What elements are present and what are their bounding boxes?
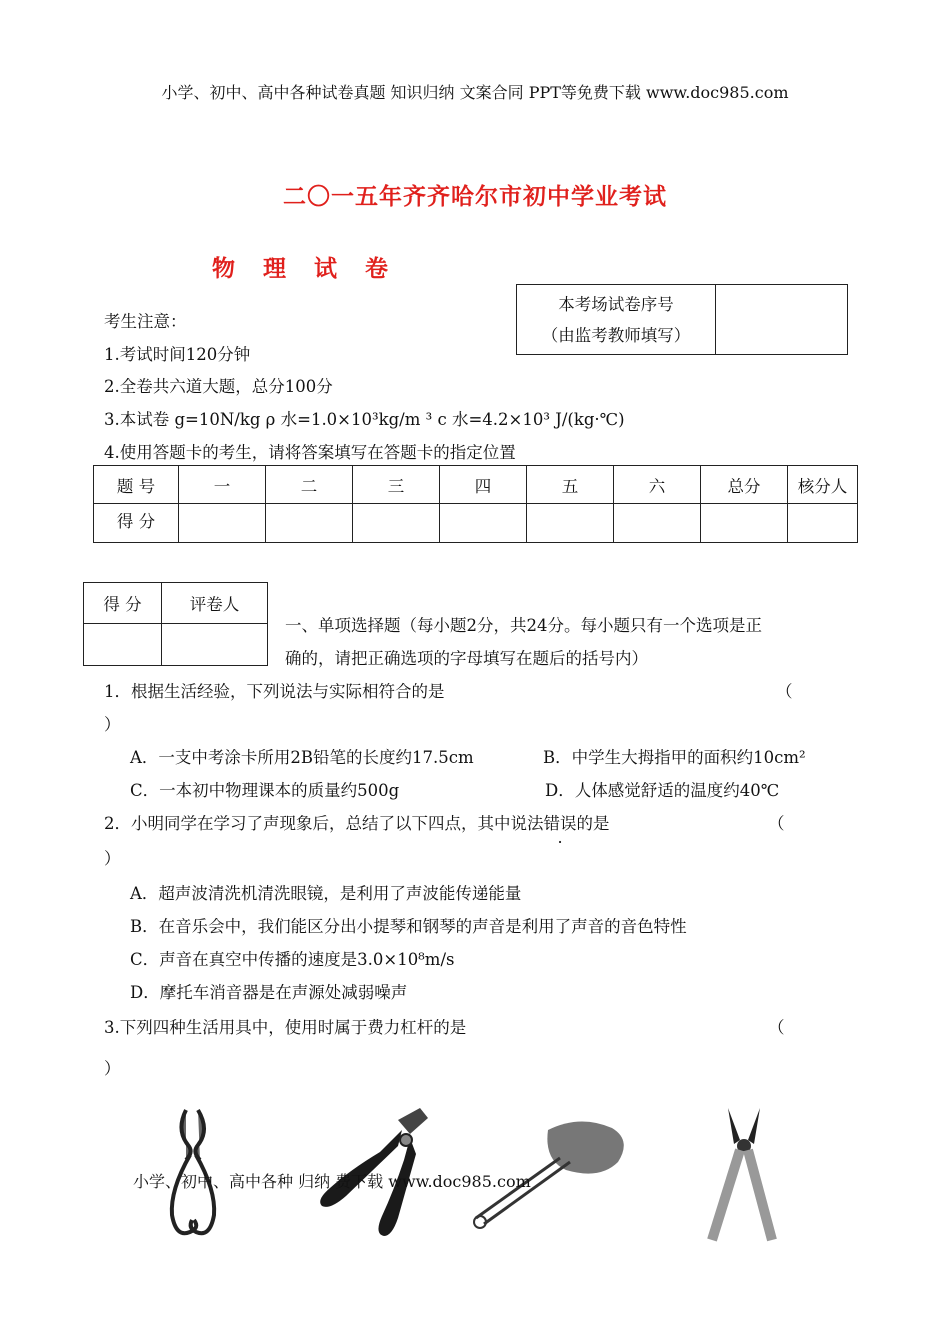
grader-name-cell[interactable] [162, 624, 268, 666]
exam-title: 二〇一五年齐齐哈尔市初中学业考试 [283, 183, 667, 210]
option-a: A．超声波清洗机清洗眼镜，是利用了声波能传递能量 [130, 884, 522, 903]
score-cell[interactable] [614, 504, 701, 543]
grader-score-label: 得 分 [84, 583, 162, 624]
question-1-stem: 1．根据生活经验，下列说法与实际相符合的是 [104, 682, 445, 701]
serial-input-cell[interactable] [716, 285, 848, 355]
option-b: B．中学生大拇指甲的面积约10cm² [543, 748, 806, 767]
grader-score-cell[interactable] [84, 624, 162, 666]
score-header-cell: 一 [179, 466, 266, 504]
score-cell[interactable] [353, 504, 440, 543]
score-row-label: 得 分 [94, 504, 179, 543]
question-2-stem-post: 的是 [576, 814, 610, 833]
option-d: D．摩托车消音器是在声源处减弱噪声 [130, 983, 408, 1002]
score-header-cell: 总分 [701, 466, 788, 504]
grader-table [83, 582, 268, 666]
page-header: 小学、初中、高中各种试卷真题 知识归纳 文案合同 PPT等免费下载 www.doc985.com [161, 83, 789, 102]
section1-title-cont: 确的，请把正确选项的字母填写在题后的括号内） [285, 649, 648, 668]
serial-label-line2: （由监考教师填写） [541, 325, 691, 345]
option-c: C．声音在真空中传播的速度是3.0×10⁸m/s [130, 950, 455, 969]
notice-item: 4.使用答题卡的考生，请将答案填写在答题卡的指定位置 [104, 443, 516, 462]
notice-heading: 考生注意： [104, 312, 187, 331]
score-header-cell: 五 [527, 466, 614, 504]
answer-bracket-open[interactable]: （ [768, 1018, 785, 1037]
section1-title: 一、单项选择题（每小题2分，共24分。每小题只有一个选项是正 [285, 616, 762, 635]
question-2-stem-pre: 2．小明同学在学习了声现象后，总结了以下四点，其中说法 [104, 814, 544, 833]
page-footer: 小学、初中、高中各种 归纳 费下载 www.doc985.com [133, 1172, 531, 1191]
serial-label-line1: 本考场试卷序号 [558, 294, 674, 314]
score-cell[interactable] [179, 504, 266, 543]
answer-bracket-close[interactable]: ） [104, 1059, 121, 1078]
score-cell[interactable] [788, 504, 858, 543]
notice-item: 1.考试时间120分钟 [104, 345, 251, 364]
answer-bracket-open[interactable]: （ [776, 682, 793, 701]
option-c: C．一本初中物理课本的质量约500g [130, 781, 400, 800]
grader-name-label: 评卷人 [162, 583, 268, 624]
score-cell[interactable] [527, 504, 614, 543]
serial-label [517, 285, 716, 355]
notice-item: 3.本试卷 g=10N/kg ρ 水=1.0×10³kg/m ³ c 水=4.2×10³ J/(kg·℃) [104, 410, 625, 429]
question-3-stem: 3.下列四种生活用具中，使用时属于费力杠杆的是 [104, 1018, 467, 1037]
question-2-emphasis: 错误 [543, 814, 577, 833]
score-header-cell: 核分人 [788, 466, 858, 504]
question-2-stem [104, 810, 610, 834]
notice-item: 2.全卷共六道大题，总分100分 [104, 377, 333, 396]
score-cell[interactable] [440, 504, 527, 543]
score-header-cell: 二 [266, 466, 353, 504]
answer-bracket-close[interactable]: ） [104, 715, 121, 734]
option-a: A．一支中考涂卡所用2B铅笔的长度约17.5cm [130, 748, 474, 767]
score-header-cell: 三 [353, 466, 440, 504]
shears-image [712, 1108, 772, 1240]
score-cell[interactable] [701, 504, 788, 543]
option-b: B．在音乐会中，我们能区分出小提琴和钢琴的声音是利用了声音的音色特性 [130, 917, 687, 936]
score-table [93, 465, 858, 543]
score-header-cell: 题 号 [94, 466, 179, 504]
option-d: D．人体感觉舒适的温度约40℃ [545, 781, 780, 800]
answer-bracket-open[interactable]: （ [768, 814, 785, 833]
answer-bracket-close[interactable]: ） [104, 849, 121, 868]
score-header-cell: 四 [440, 466, 527, 504]
score-cell[interactable] [266, 504, 353, 543]
exam-subtitle: 物理试卷 [212, 255, 416, 282]
score-header-cell: 六 [614, 466, 701, 504]
serial-number-box [516, 284, 848, 355]
